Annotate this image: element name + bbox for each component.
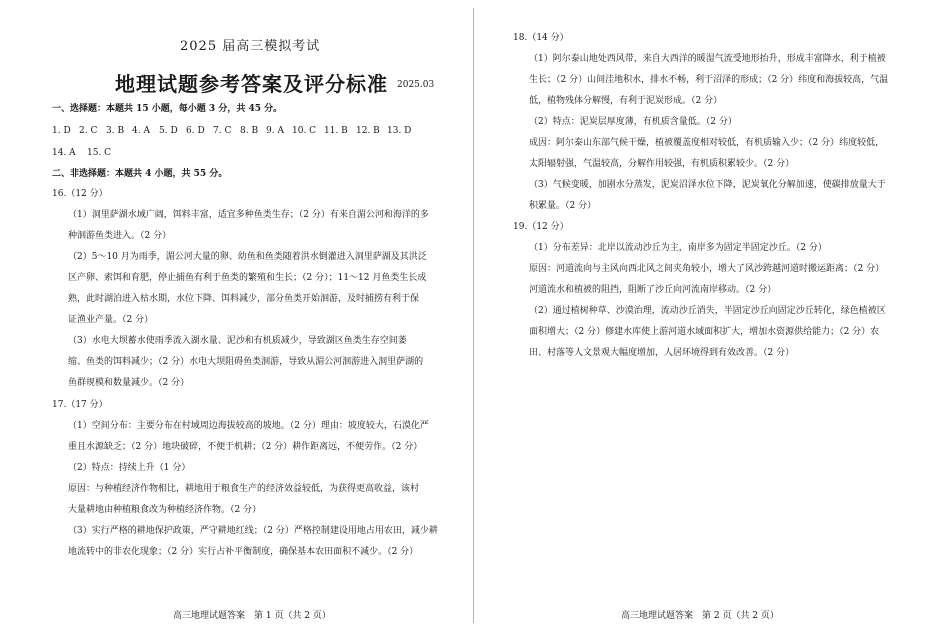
answer-line: 熟，此时湖泊进入枯水期，水位下降、饵料减少，部分鱼类开始洄游，及时捕捞有利于保 [68,294,420,304]
document-date: 2025.03 [397,80,435,90]
document-title: 地理试题参考答案及评分标准 [115,72,388,96]
answer-line: 生长；（2 分）山间洼地积水，排水不畅，利于沼泽的形成；（2 分）纬度和海拔较高，气温 [529,75,889,85]
answer-line: （1）洞里萨湖水域广阔，饵料丰富，适宜多种鱼类生存；（2 分）有来自湄公河和海洋的多 [68,210,429,220]
question-16-heading: 16.（12 分） [52,189,108,199]
page-footer: 高三地理试题答案 第 1 页（共 2 页） [173,611,331,621]
answer-line: （1）阿尔泰山地处西风带，来自大西洋的暖湿气流受地形抬升，形成丰富降水，利于植被 [529,54,886,64]
answer-line: 低，植物残体分解慢，有利于泥炭形成。（2 分） [529,96,723,106]
answer-line: 田、村落等人文景观大幅度增加，人居环境得到有效改善。（2 分） [529,348,795,358]
page-divider [473,8,474,623]
mc-answer: 7. C [213,126,232,136]
answer-line: （2）通过植树种草、沙漠治理，流动沙丘消失，半固定沙丘向固定沙丘转化，绿色植被区 [529,306,886,316]
mc-answer: 4. A [132,126,150,136]
mc-answer: 11. B [324,126,348,136]
exam-title: 2025 届高三模拟考试 [180,39,321,54]
answer-line: （2）5～10 月为雨季，湄公河大量的卵、幼鱼和鱼类随着洪水倒灌进入洞里萨湖及其洪泛 [68,252,427,262]
mc-answer: 10. C [292,126,317,136]
answer-line: 河道流水和植被的阻挡，阻断了沙丘向河流南岸移动。（2 分） [529,285,777,295]
answer-line: 缩、鱼类的饵料减少；（2 分）水电大坝阻碍鱼类洄游，导致从湄公河洄游进入洞里萨湖的 [68,357,424,367]
answer-line: 原因：与种植经济作物相比，耕地用于粮食生产的经济效益较低，为获得更高收益，该村 [68,484,420,494]
mc-answer: 1. D [52,126,71,136]
answer-line: 面积增大；（2 分）修建水库使上游河道水域面积扩大，增加水资源供给能力；（2 分）农 [529,327,880,337]
mc-answer: 14. A [52,148,76,158]
answer-line: （3）实行严格的耕地保护政策，严守耕地红线；（2 分）严格控制建设用地占用农田，减少耕 [68,526,438,536]
section-1-heading: 一、选择题：本题共 15 小题，每小题 3 分，共 45 分。 [52,104,283,114]
answer-line: 太阳辐射强，气温较高，分解作用较强，有机质积累较少。（2 分） [529,159,795,169]
mc-answer: 8. B [240,126,259,136]
mc-answer: 5. D [159,126,178,136]
section-2-heading: 二、非选择题：本题共 4 小题，共 55 分。 [52,169,228,179]
answer-line: 重且水源缺乏；（2 分）地块破碎，不便于机耕；（2 分）耕作距离远，不便劳作。（2 分） [68,442,423,452]
answer-line: （1）分布差异：北岸以流动沙丘为主，南岸多为固定半固定沙丘。（2 分） [529,243,827,253]
mc-answer: 15. C [87,148,112,158]
answer-line: 地流转中的非农化现象；（2 分）实行占补平衡制度，确保基本农田面积不减少。（2 分） [68,547,419,557]
mc-answer: 2. C [79,126,98,136]
answer-line: （3）水电大坝蓄水使雨季流入湖水量、泥沙和有机质减少，导致湖区鱼类生存空间萎 [68,336,407,346]
mc-answer: 6. D [186,126,205,136]
mc-answer: 12. B [356,126,380,136]
answer-line: 证渔业产量。（2 分） [68,315,154,325]
mc-answer: 13. D [387,126,412,136]
answer-line: （2）特点：持续上升（1 分） [68,463,191,473]
page-footer: 高三地理试题答案 第 2 页（共 2 页） [621,611,779,621]
answer-line: （1）空间分布：主要分布在村域周边海拔较高的坡地。（2 分）理由：坡度较大，石漠化严 [68,421,429,431]
answer-line: 区产卵、索饵和育肥，停止捕鱼有利于鱼类的繁殖和生长；（2 分）；11～12 月鱼类生长成 [68,273,427,283]
mc-answer: 9. A [266,126,284,136]
answer-line: 鱼群规模和数量减少。（2 分） [68,378,190,388]
answer-line: （3）气候变暖，加剧水分蒸发，泥炭沼泽水位下降，泥炭氧化分解加速，使碳排放量大于 [529,180,886,190]
answer-line: 原因：河道流向与主风向西北风之间夹角较小，增大了风沙跨越河道时搬运距离；（2 分） [529,264,885,274]
answer-line: 成因：阿尔泰山东部气候干燥，植被覆盖度相对较低，有机质输入少；（2 分）纬度较低， [529,138,885,148]
answer-line: 大量耕地由种植粮食改为种植经济作物。（2 分） [68,505,262,515]
question-17-heading: 17.（17 分） [52,400,108,410]
answer-line: （2）特点：泥炭层厚度薄，有机质含量低。（2 分） [529,117,737,127]
answer-line: 种洄游鱼类进入。（2 分） [68,231,172,241]
mc-answer: 3. B [106,126,125,136]
question-18-heading: 18.（14 分） [513,33,569,43]
answer-line: 积累量。（2 分） [529,201,597,211]
answer-page-2 [475,0,950,631]
question-19-heading: 19.（12 分） [513,222,569,232]
